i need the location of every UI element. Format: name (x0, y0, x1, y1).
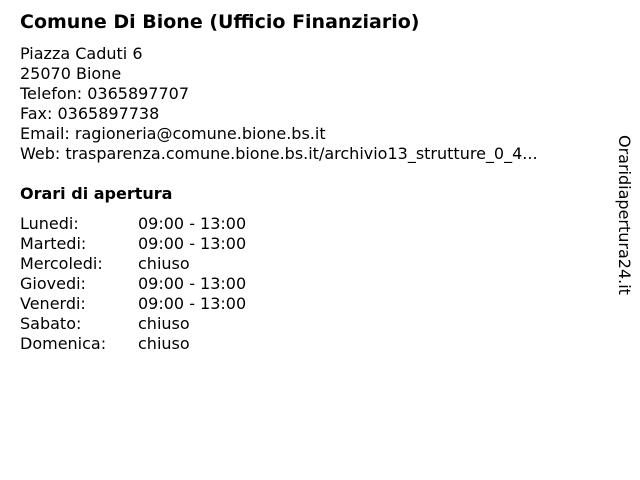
phone-number: Telefon: 0365897707 (20, 84, 190, 103)
page-title: Comune Di Bione (Ufficio Finanziario) (20, 11, 420, 33)
day-label: Domenica: (20, 334, 107, 353)
hours-value: 09:00 - 13:00 (138, 214, 247, 233)
hours-value: 09:00 - 13:00 (138, 234, 247, 253)
day-label: Sabato: (20, 314, 82, 333)
hours-value: chiuso (138, 314, 190, 333)
day-label: Mercoledi: (20, 254, 103, 273)
hours-value: 09:00 - 13:00 (138, 294, 247, 313)
address-block (20, 44, 538, 164)
opening-hours-heading: Orari di apertura (20, 184, 173, 203)
website-link[interactable]: Web: trasparenza.comune.bione.bs.it/archivio13_strutture_0_4... (20, 144, 538, 163)
hours-value: chiuso (138, 254, 190, 273)
day-label: Giovedi: (20, 274, 86, 293)
brand-watermark: Oraridiapertura24.it (615, 135, 634, 295)
street-address: Piazza Caduti 6 (20, 44, 143, 63)
fax-number: Fax: 0365897738 (20, 104, 160, 123)
day-label: Venerdi: (20, 294, 86, 313)
hours-value: chiuso (138, 334, 190, 353)
hours-value: 09:00 - 13:00 (138, 274, 247, 293)
day-label: Lunedi: (20, 214, 79, 233)
city-address: 25070 Bione (20, 64, 122, 83)
email-address: Email: ragioneria@comune.bione.bs.it (20, 124, 326, 143)
day-label: Martedi: (20, 234, 87, 253)
